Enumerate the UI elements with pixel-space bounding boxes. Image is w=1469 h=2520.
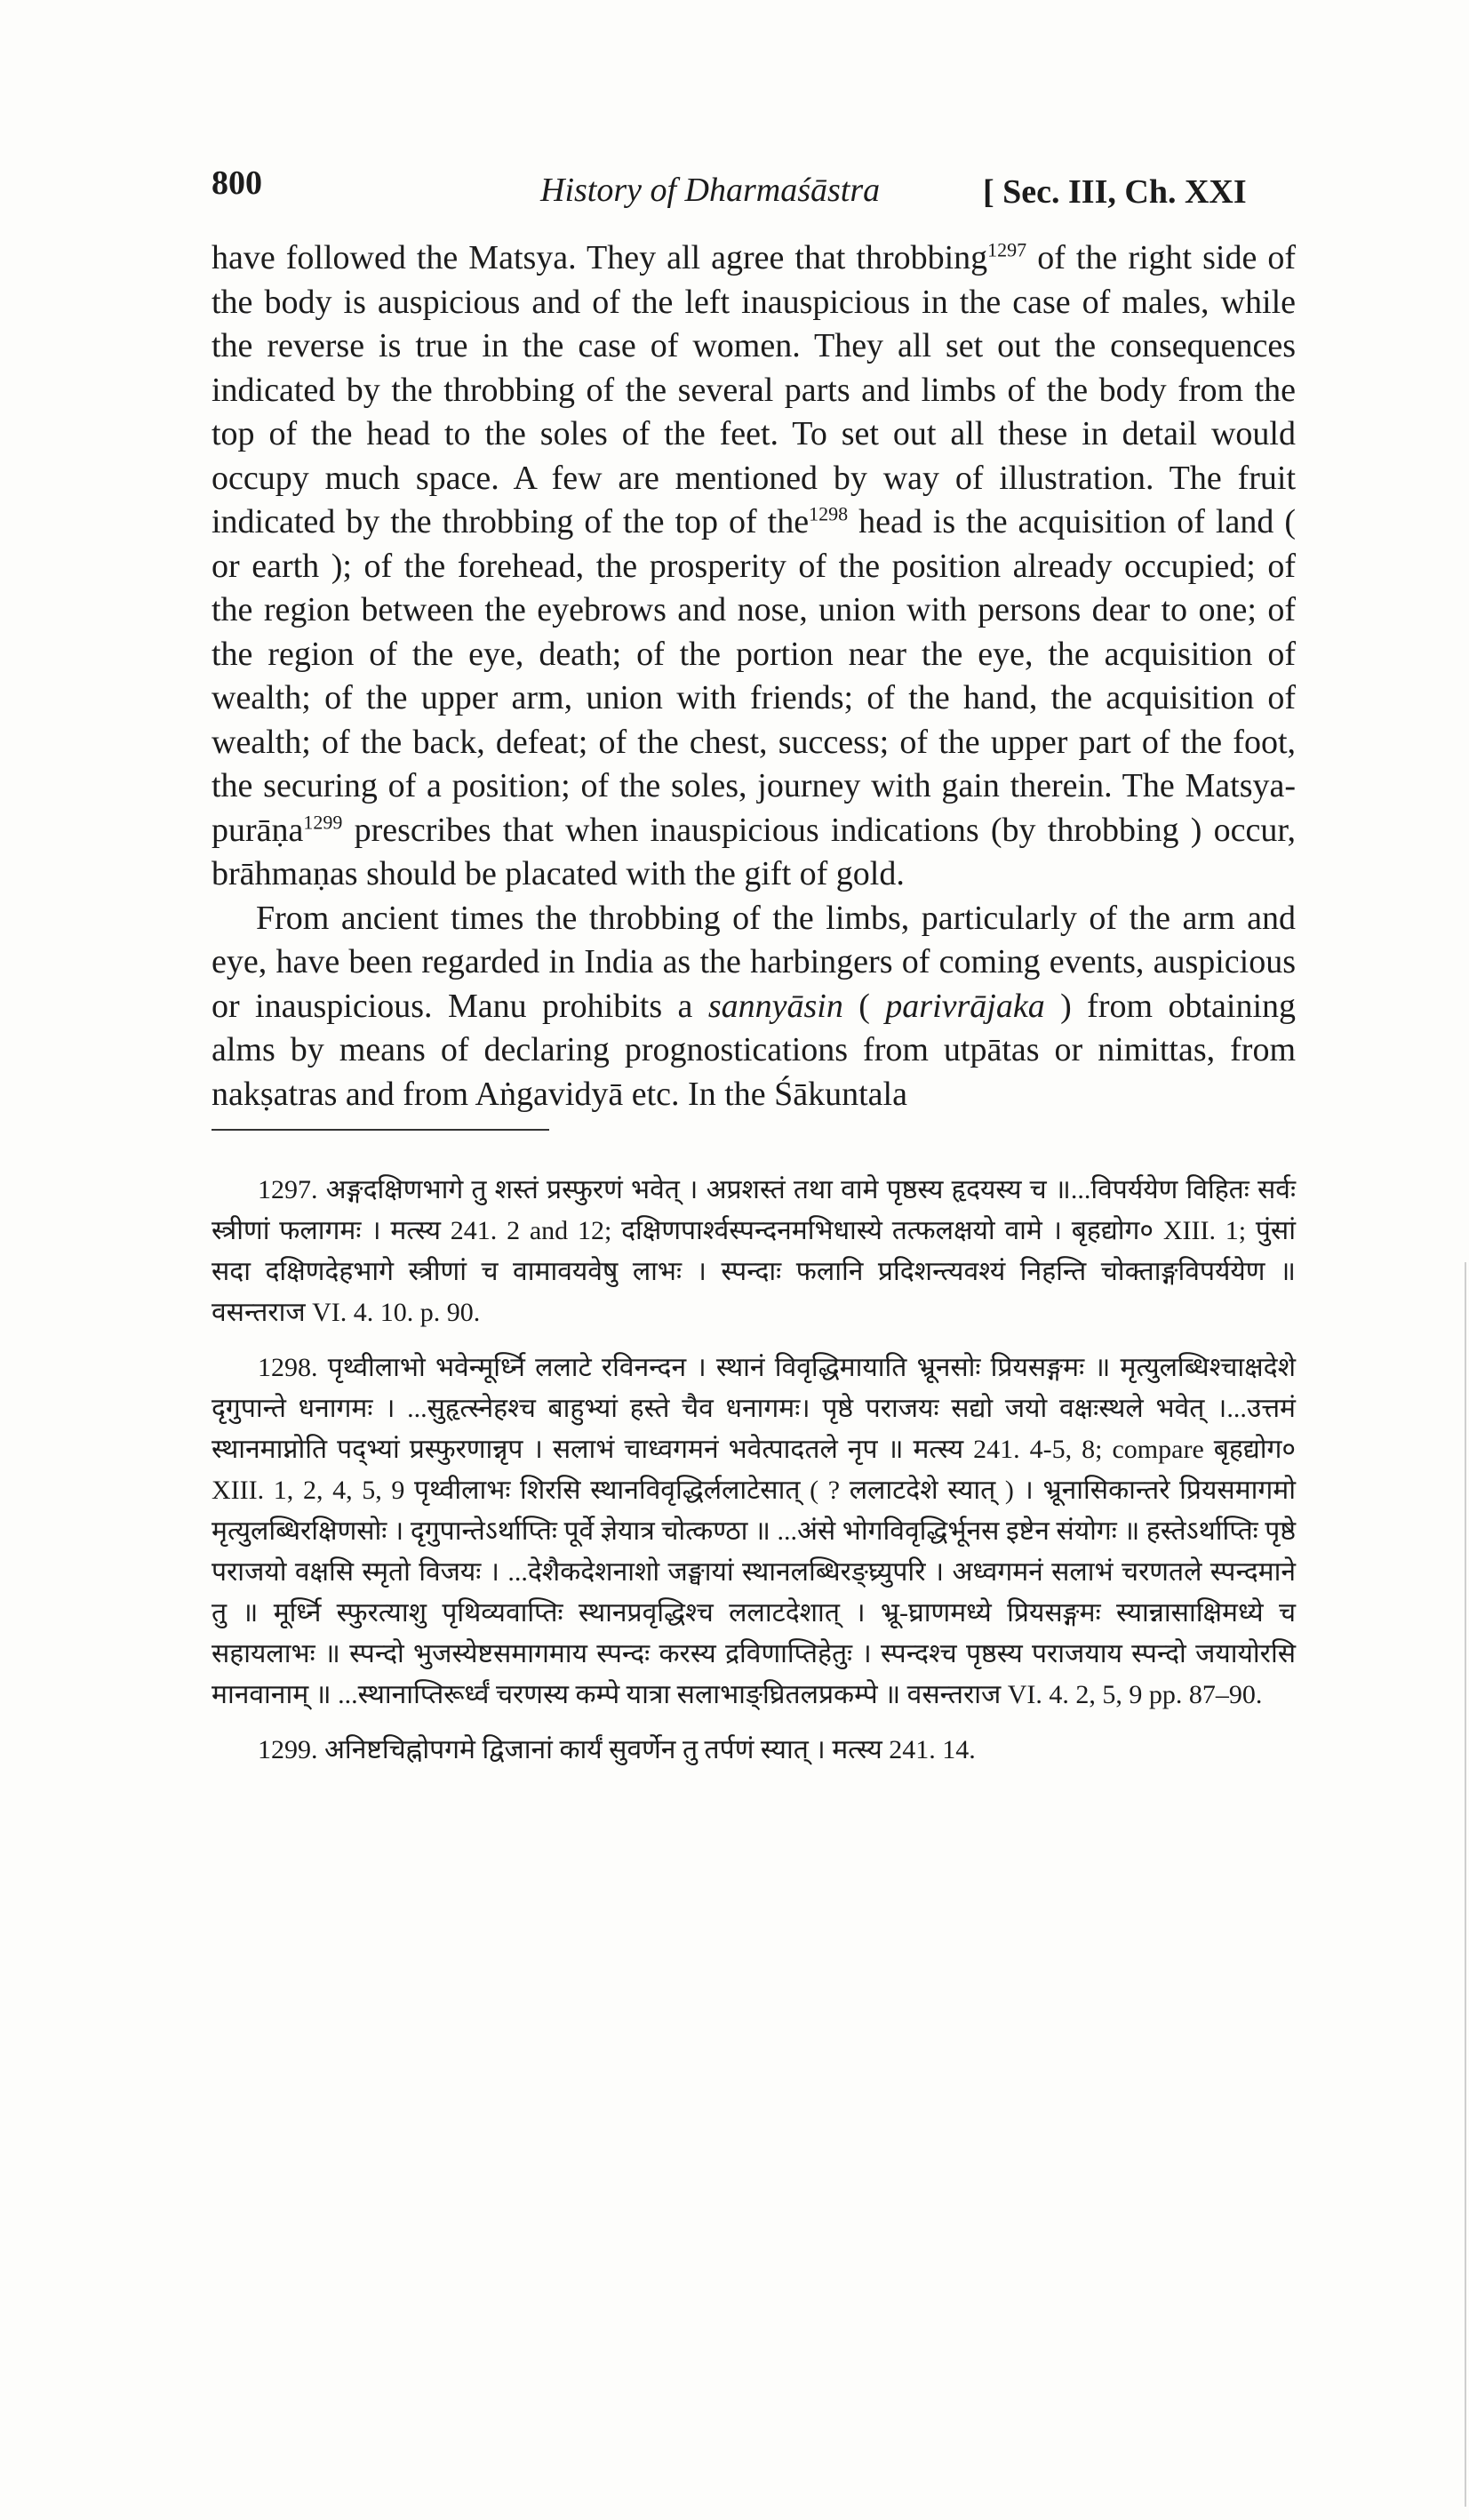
- footnote-ref-1298[interactable]: 1298: [809, 502, 849, 525]
- book-title: History of Dharmaśāstra: [540, 172, 881, 209]
- footnote-1297: 1297. अङ्गदक्षिणभागे तु शस्तं प्रस्फुरणं भवेत् । अप्रशस्तं तथा वामे पृष्ठस्य हृदयस्य च ॥...विपर्ययेण विहितः सर्वः स्त्रीणां फलागमः । मत्स्य 241. 2 and 12; दक्षिणपार्श्वस्पन्दनमभिधास्ये तत्फलक्षयो वामे । बृहद्योग० XIII. 1; पुंसां सदा दक्षिणदेहभागे स्त्रीणां च वामावयवेषु लाभः । स्पन्दाः फलानि प्रदिशन्त्यवश्यं निहन्ति चोक्ताङ्गविपर्ययेण ॥ वसन्तराज VI. 4. 10. p. 90.: [212, 1175, 1296, 1327]
- section-label: [ Sec. III, Ch. XXI: [983, 173, 1247, 211]
- text-span: have followed the Matsya. They all agree that throbbing: [212, 239, 988, 276]
- italic-term: sannyāsin: [707, 987, 843, 1025]
- main-text: [212, 236, 1296, 1116]
- paragraph-1: [212, 236, 1296, 897]
- text-span: (: [842, 987, 886, 1025]
- footnotes: [212, 1170, 1296, 1771]
- paragraph-2: [212, 897, 1296, 1117]
- text-span: prescribes that when inauspicious indications (by throbbing ) occur, brāhmaṇas should be placated with the gift of gold.: [212, 811, 1296, 892]
- page: [212, 151, 1296, 1785]
- footnote-1298: 1298. पृथ्वीलाभो भवेन्मूर्ध्नि ललाटे रविनन्दन । स्थानं विवृद्धिमायाति भ्रूनसोः प्रियसङ्गमः ॥ मृत्युलब्धिश्चाक्षदेशे दृगुपान्ते धनागमः । ...सुहृत्स्नेहश्च बाहुभ्यां हस्ते चैव धनागमः। पृष्ठे पराजयः सद्यो जयो वक्षःस्थले भवेत् ।...उत्तमं स्थानमाप्नोति पद्भ्यां प्रस्फुरणान्नृप । सलाभं चाध्वगमनं भवेत्पादतले नृप ॥ मत्स्य 241. 4-5, 8; compare बृहद्योग० XIII. 1, 2, 4, 5, 9 पृथ्वीलाभः शिरसि स्थानविवृद्धिर्ललाटेसात् ( ? ललाटदेशे स्यात् ) । भ्रूनासिकान्तरे प्रियसमागमो मृत्युलब्धिरक्षिणसोः । दृगुपान्तेऽर्थाप्तिः पूर्वे ज्ञेयात्र चोत्कण्ठा ॥ ...अंसे भोगविवृद्धिर्भूनस इष्टेन संयोगः ॥ हस्तेऽर्थाप्तिः पृष्ठे पराजयो वक्षसि स्मृतो विजयः । ...देशैकदेशनाशो जङ्घायां स्थानलब्धिरङ्घ्र्युपरि । अध्वगमनं सलाभं चरणतले स्पन्दमाने तु ॥ मूर्ध्नि स्फुरत्याशु पृथिव्यवाप्तिः स्थानप्रवृद्धिश्च ललाटदेशात् । भ्रू-घ्राणमध्ये प्रियसङ्गमः स्यान्नासाक्षिमध्ये च सहायलाभः ॥ स्पन्दो भुजस्येष्टसमागमाय स्पन्दः करस्य द्रविणाप्तिहेतुः । स्पन्दश्च पृष्ठस्य पराजयाय स्पन्दो जयायोरसि मानवानाम् ॥ ...स्थानाप्तिरूर्ध्वं चरणस्य कम्पे यात्रा सलाभाङ्घ्रितलप्रकम्पे ॥ वसन्तराज VI. 4. 2, 5, 9 pp. 87–90.: [212, 1353, 1296, 1709]
- scan-margin-line: [1465, 1262, 1466, 2507]
- running-header: [212, 151, 1296, 215]
- footnote-divider: [212, 1129, 549, 1131]
- footnote-ref-1297[interactable]: 1297: [987, 238, 1027, 261]
- text-span: ) from obtaining alms by means of declaring prognostications from utpātas or nimittas, from nakṣatras and from Aṅgavidyā etc. In the Śākuntala: [212, 987, 1296, 1113]
- text-span: From ancient times the throbbing of the limbs, particularly of the arm and eye, have been regarded in India as the harbingers of coming events, auspicious or inauspicious. Manu prohibits a: [212, 899, 1296, 1025]
- italic-term: parivrājaka: [885, 987, 1045, 1025]
- page-number: 800: [212, 164, 262, 202]
- text-span: of the right side of the body is auspicious and of the left inauspicious in the case of males, while the reverse is true in the case of women. They all set out the consequences indicated by the throbbing of the several parts and limbs of the body from the top of the head to the soles of the feet. To set out all these in detail would occupy much space. A few are mentioned by way of illustration. The fruit indicated by the throbbing of the top of the: [212, 239, 1296, 540]
- footnote-ref-1299[interactable]: 1299: [303, 810, 343, 833]
- text-span: head is the acquisition of land ( or earth ); of the forehead, the prosperity of the position already occupied; of the region between the eyebrows and nose, union with persons dear to one; of the region of the eye, death; of the portion near the eye, the acquisition of wealth; of the upper arm, union with friends; of the hand, the acquisition of wealth; of the back, defeat; of the chest, success; of the upper part of the foot, the securing of a position; of the soles, journey with gain therein. The Matsya-purāṇa: [212, 503, 1296, 849]
- footnote-1299: 1299. अनिष्टचिह्नोपगमे द्विजानां कार्यं सुवर्णेन तु तर्पणं स्यात् । मत्स्य 241. 14.: [258, 1735, 976, 1764]
